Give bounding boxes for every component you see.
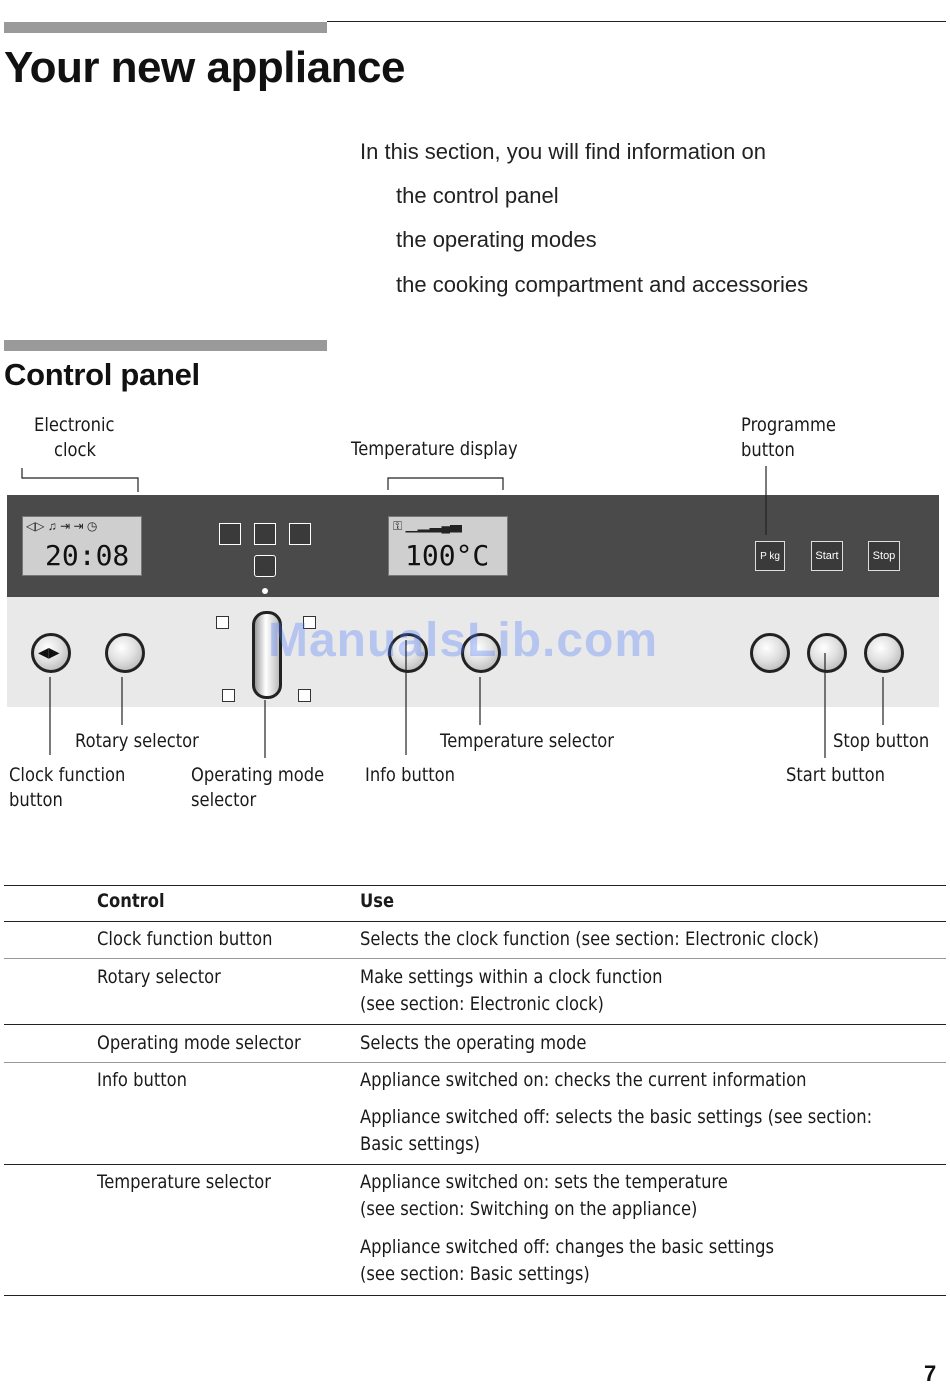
table-top-rule: [4, 885, 946, 886]
label-clock-function-button: Clock function: [9, 764, 126, 786]
table-row-rule: [4, 1164, 946, 1165]
label-programme-button: button: [741, 439, 795, 461]
table-cell-use: Appliance switched off: selects the basic settings (see section:: [360, 1106, 873, 1128]
table-header-control: Control: [97, 890, 165, 912]
intro-text: In this section, you will find information on: [360, 139, 766, 164]
table-cell-use: (see section: Basic settings): [360, 1263, 590, 1285]
label-start-button: Start button: [786, 764, 886, 786]
table-cell-use: Appliance switched on: checks the current information: [360, 1069, 807, 1091]
intro-bullet: the control panel: [396, 183, 559, 208]
page-title: Your new appliance: [4, 43, 405, 92]
table-cell-control: Clock function button: [97, 928, 273, 950]
table-cell-use: (see section: Switching on the appliance): [360, 1198, 698, 1220]
table-bottom-rule: [4, 1295, 946, 1296]
section-title: Control panel: [4, 357, 200, 392]
programme-key[interactable]: P kg: [755, 541, 785, 571]
table-row-rule: [4, 1062, 946, 1063]
clock-symbols-icon: ◁▷ ♫ ⇥ ⇥ ◷: [26, 519, 98, 533]
label-rotary-selector: Rotary selector: [75, 730, 199, 752]
label-temperature-display: Temperature display: [351, 438, 518, 460]
table-row-rule: [4, 958, 946, 959]
clock-time: 20:08: [45, 539, 130, 572]
label-operating-mode-selector: Operating mode: [191, 764, 325, 786]
page-number: 7: [924, 1361, 937, 1386]
table-cell-use: Make settings within a clock function: [360, 966, 663, 988]
table-cell-use: Appliance switched on: sets the temperature: [360, 1171, 728, 1193]
watermark: ManualsLib.com: [268, 614, 659, 667]
table-header-use: Use: [360, 890, 395, 912]
key-icon: ⚿ ▁▂▃▄▅: [393, 519, 462, 533]
table-cell-control: Info button: [97, 1069, 188, 1091]
label-programme-button: Programme: [741, 414, 836, 436]
label-temperature-selector: Temperature selector: [440, 730, 614, 752]
table-cell-control: Operating mode selector: [97, 1032, 301, 1054]
table-cell-control: Rotary selector: [97, 966, 221, 988]
intro-bullet: the operating modes: [396, 227, 597, 252]
table-cell-use: Basic settings): [360, 1133, 480, 1155]
start-key[interactable]: Start: [811, 541, 843, 571]
table-cell-use: Appliance switched off: changes the basic settings: [360, 1236, 774, 1258]
stop-key[interactable]: Stop: [868, 541, 900, 571]
table-row-rule: [4, 1024, 946, 1025]
table-cell-control: Temperature selector: [97, 1171, 271, 1193]
label-electronic-clock: Electronic: [34, 414, 115, 436]
table-cell-use: Selects the operating mode: [360, 1032, 587, 1054]
table-cell-use: (see section: Electronic clock): [360, 993, 604, 1015]
arrows-icon: ◀▶: [38, 644, 60, 660]
table-header-rule: [4, 921, 946, 922]
label-clock-function-button: button: [9, 789, 63, 811]
label-stop-button: Stop button: [833, 730, 930, 752]
temperature-value: 100°C: [405, 539, 490, 572]
label-operating-mode-selector: selector: [191, 789, 257, 811]
label-info-button: Info button: [365, 764, 456, 786]
label-electronic-clock: clock: [54, 439, 96, 461]
intro-bullet: the cooking compartment and accessories: [396, 272, 809, 297]
table-cell-use: Selects the clock function (see section: Electronic clock): [360, 928, 820, 950]
